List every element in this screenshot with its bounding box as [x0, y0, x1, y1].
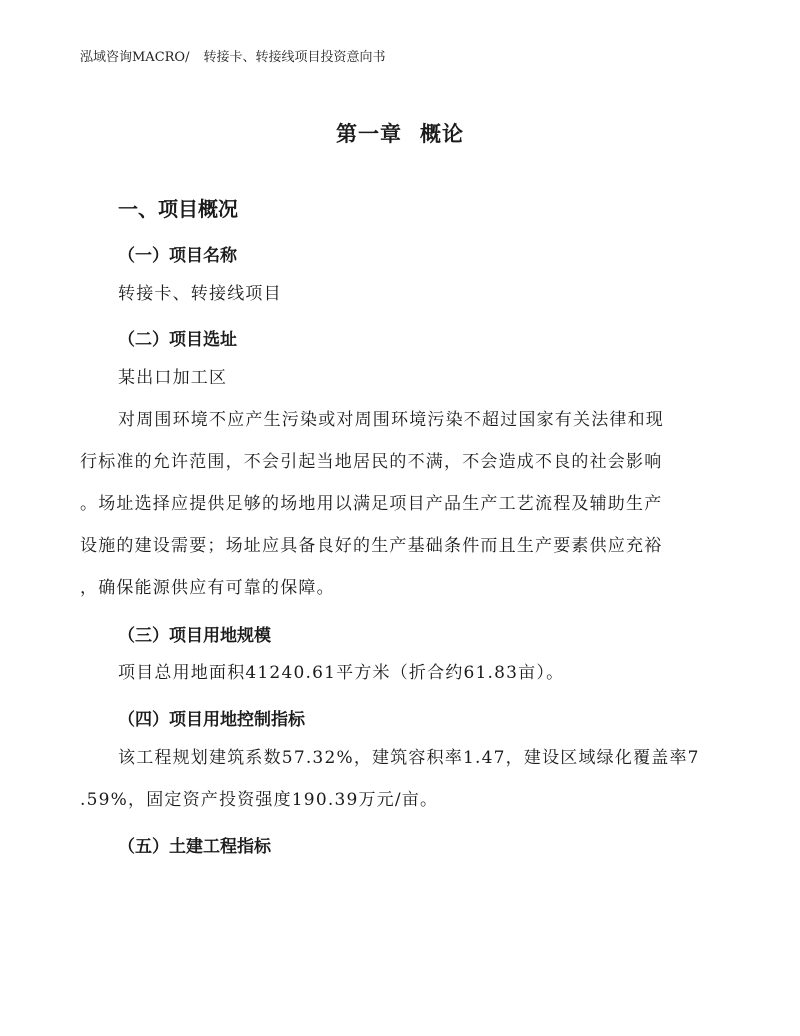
- header-company: 泓域咨询MACRO/: [80, 50, 190, 65]
- land-scale-text: 项目总用地面积41240.61平方米（折合约61.83亩）。: [118, 663, 565, 683]
- subsection-heading-land-control: （四）项目用地控制指标: [118, 710, 305, 730]
- header-doc-title: 转接卡、转接线项目投资意向书: [203, 50, 386, 65]
- project-name-text: 转接卡、转接线项目: [118, 284, 282, 304]
- chapter-title: [0, 118, 800, 148]
- site-desc-line: 行标准的允许范围，不会引起当地居民的不满，不会造成不良的社会影响: [80, 452, 663, 472]
- subsection-heading-project-name: （一）项目名称: [118, 246, 237, 266]
- land-control-line: 该工程规划建筑系数57.32%，建筑容积率1.47，建设区域绿化覆盖率7: [118, 748, 700, 768]
- site-desc-line: 设施的建设需要；场址应具备良好的生产基础条件而且生产要素供应充裕: [80, 536, 663, 556]
- site-desc-line: 。场址选择应提供足够的场地用以满足项目产品生产工艺流程及辅助生产: [80, 494, 663, 514]
- site-desc-line: 对周围环境不应产生污染或对周围环境污染不超过国家有关法律和现: [118, 410, 664, 430]
- chapter-name: 概论: [420, 122, 464, 146]
- chapter-number: 第一章: [336, 122, 402, 146]
- land-control-line: .59%，固定资产投资强度190.39万元/亩。: [80, 790, 439, 810]
- subsection-heading-civil-works: （五）土建工程指标: [118, 837, 271, 857]
- section-heading: 一、项目概况: [118, 197, 238, 221]
- site-desc-line: ，确保能源供应有可靠的保障。: [80, 578, 335, 598]
- page-header: [80, 46, 386, 65]
- subsection-heading-land-scale: （三）项目用地规模: [118, 626, 271, 646]
- subsection-heading-site: （二）项目选址: [118, 330, 237, 350]
- site-text: 某出口加工区: [118, 368, 228, 388]
